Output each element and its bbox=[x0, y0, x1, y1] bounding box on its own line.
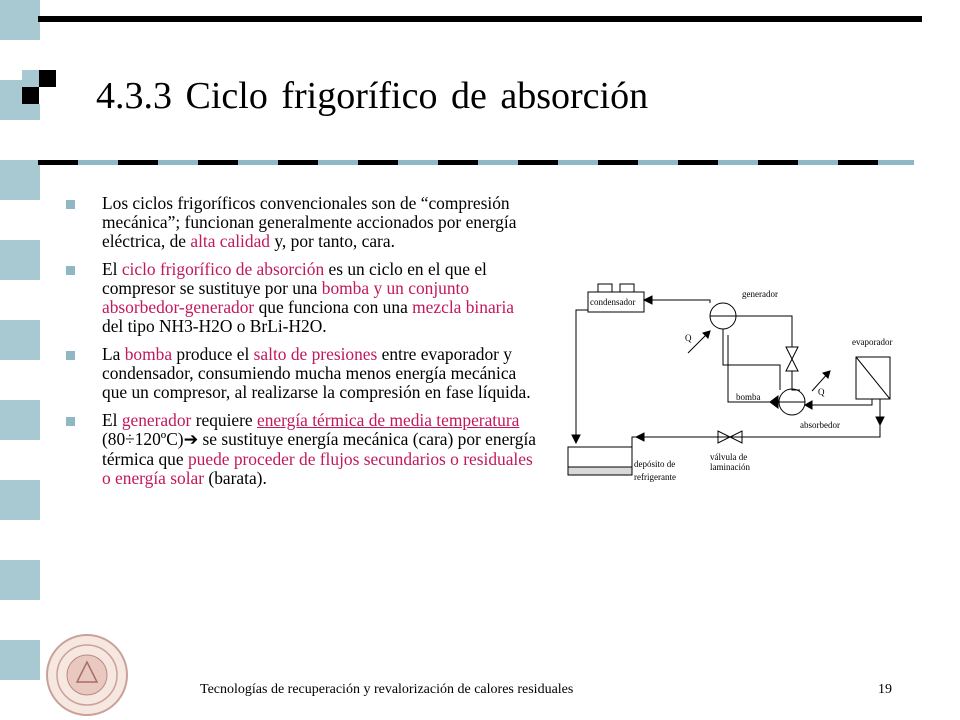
bullet-text: bomba y un conjunto absorbedor-generador bbox=[102, 278, 470, 317]
bullet-item bbox=[62, 345, 538, 402]
bullet-text: Los ciclos frigoríficos convencionales son de “compresión mecánica”; funcionan generalmente accionados por energía eléctrica, de bbox=[102, 193, 517, 251]
pipe-condensador-deposito bbox=[576, 310, 588, 443]
label-deposito-2: refrigerante bbox=[634, 472, 676, 482]
arrow-left-top bbox=[644, 296, 652, 304]
checker-logo-icon bbox=[22, 70, 56, 104]
bullet-list bbox=[62, 194, 538, 497]
label-deposito-1: depósito de bbox=[634, 459, 676, 469]
condensador-tab-right bbox=[620, 284, 634, 292]
page-number: 19 bbox=[878, 682, 892, 697]
bullet-text: La bbox=[102, 344, 125, 364]
label-valvula-2: laminación bbox=[710, 462, 750, 472]
bullet-text: (barata). bbox=[204, 468, 267, 488]
label-q2: Q bbox=[818, 387, 825, 397]
valve-small bbox=[786, 347, 798, 359]
bullet-text: generador bbox=[121, 410, 192, 430]
pipe-generador-condensador bbox=[644, 300, 710, 303]
label-evaporador: evaporador bbox=[852, 337, 893, 347]
slide-title: 4.3.3 Ciclo frigorífico de absorción bbox=[96, 75, 649, 117]
label-absorbedor: absorbedor bbox=[800, 420, 840, 430]
bullet-text: que funciona con una bbox=[254, 297, 413, 317]
arrow-icon: ➔ bbox=[183, 430, 199, 450]
bullet-item bbox=[62, 411, 538, 488]
bullet-text: y, por tanto, cara. bbox=[270, 231, 395, 251]
bullet-text: energía térmica de media temperatura bbox=[257, 410, 520, 430]
pipe-generador-valve bbox=[736, 316, 792, 347]
left-stripe-decoration bbox=[0, 0, 40, 720]
bullet-text: mezcla binaria bbox=[412, 297, 515, 317]
bullet-item bbox=[62, 194, 538, 251]
bullet-text: alta calidad bbox=[190, 231, 271, 251]
bullet-square-icon bbox=[66, 200, 75, 209]
pipe-generador-absorbedor bbox=[723, 329, 780, 390]
bullet-text: bomba bbox=[124, 344, 173, 364]
label-generador: generador bbox=[742, 289, 778, 299]
bullet-item bbox=[62, 260, 538, 336]
label-bomba: bomba bbox=[736, 392, 761, 402]
bullet-text: entre evaporador y condensador, consumiendo mucha menos energía mecánica que un compresor, al realizarse la compresión en fase líquida. bbox=[102, 344, 531, 402]
bullet-text: produce el bbox=[172, 344, 254, 364]
label-valvula-1: válvula de bbox=[710, 452, 748, 462]
arrow-down-left bbox=[572, 435, 580, 443]
bullet-text: es un ciclo en el que el compresor se sustituye por una bbox=[102, 259, 487, 298]
bullet-text: puede proceder de flujos secundarios o residuales o energía solar bbox=[102, 449, 533, 488]
absorption-cycle-diagram bbox=[560, 275, 900, 495]
slide-footer: Tecnologías de recuperación y revalorización de calores residuales bbox=[200, 682, 574, 697]
bullet-square-icon bbox=[66, 266, 75, 275]
bullet-square-icon bbox=[66, 417, 75, 426]
bullet-text: El bbox=[102, 259, 122, 279]
bullet-text: requiere bbox=[191, 410, 258, 430]
bullet-text: del tipo NH3-H2O o BrLi-H2O. bbox=[102, 316, 327, 336]
label-q1: Q bbox=[685, 333, 692, 343]
label-condensador: condensador bbox=[590, 297, 636, 307]
bullet-square-icon bbox=[66, 351, 75, 360]
bullet-text: El bbox=[102, 410, 122, 430]
condensador-tab-left bbox=[598, 284, 612, 292]
dashed-rule bbox=[38, 160, 914, 165]
bomba-pump bbox=[770, 396, 778, 408]
university-seal-icon bbox=[44, 632, 130, 718]
bullet-text: se sustituye energía mecánica (cara) por energía térmica que bbox=[102, 429, 537, 469]
top-rule bbox=[38, 16, 922, 22]
bullet-text: salto de presiones bbox=[253, 344, 378, 364]
bullet-text: (80÷120ºC) bbox=[102, 429, 184, 449]
bullet-text: ciclo frigorífico de absorción bbox=[121, 259, 325, 279]
